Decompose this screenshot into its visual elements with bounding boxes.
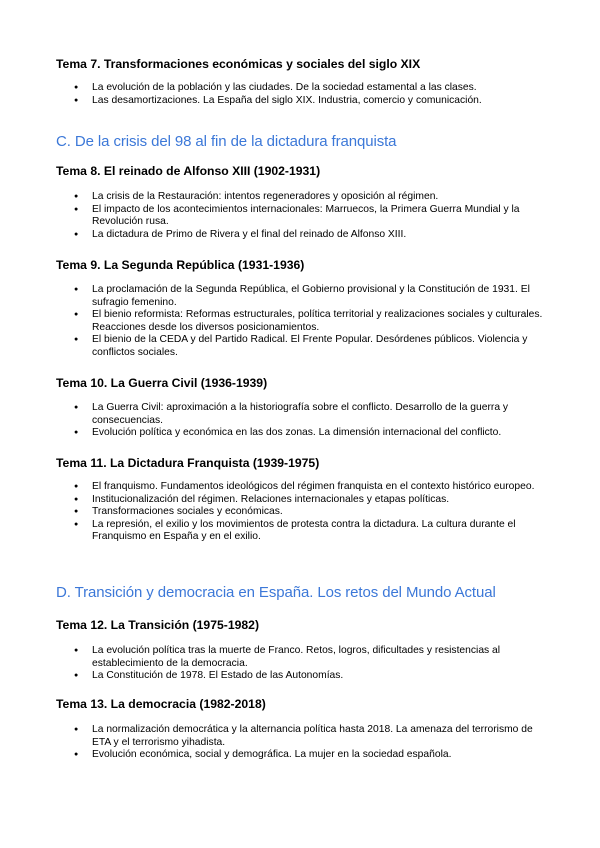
tema-10-list xyxy=(74,402,546,440)
list-item: ● La proclamación de la Segunda República, el Gobierno provisional y la Constitución de 1931. El sufragio femenino. xyxy=(74,284,546,309)
tema-11-heading: Tema 11. La Dictadura Franquista (1939-1975) xyxy=(56,456,320,470)
section-c-title: C. De la crisis del 98 al fin de la dictadura franquista xyxy=(56,133,397,150)
tema-7-list xyxy=(74,82,546,107)
list-item: ● El impacto de los acontecimientos internacionales: Marruecos, la Primera Guerra Mundial y la Revolución rusa. xyxy=(74,204,546,229)
list-item: ● La represión, el exilio y los movimientos de protesta contra la dictadura. La cultura durante el Franquismo en España y en el exilio. xyxy=(74,519,546,544)
section-d-title: D. Transición y democracia en España. Los retos del Mundo Actual xyxy=(56,584,496,601)
tema-13-heading: Tema 13. La democracia (1982-2018) xyxy=(56,697,266,711)
tema-9-heading: Tema 9. La Segunda República (1931-1936) xyxy=(56,258,305,272)
list-item: ● Evolución económica, social y demográfica. La mujer en la sociedad española. xyxy=(74,749,546,762)
list-item: ● La Guerra Civil: aproximación a la historiografía sobre el conflicto. Desarrollo de la guerra y consecuencias. xyxy=(74,402,546,427)
list-item: ● La evolución política tras la muerte de Franco. Retos, logros, dificultades y resistencias al establecimiento de la democracia. xyxy=(74,645,546,670)
tema-9-list xyxy=(74,284,546,360)
list-item: ● El franquismo. Fundamentos ideológicos del régimen franquista en el contexto histórico europeo. xyxy=(74,481,546,494)
tema-8-heading: Tema 8. El reinado de Alfonso XIII (1902-1931) xyxy=(56,164,321,178)
tema-13-list xyxy=(74,724,546,762)
list-item: ● La Constitución de 1978. El Estado de las Autonomías. xyxy=(74,670,546,683)
tema-11-list xyxy=(74,481,546,544)
list-item: ● La evolución de la población y las ciudades. De la sociedad estamental a las clases. xyxy=(74,82,546,95)
tema-12-list xyxy=(74,645,546,683)
list-item: ● Institucionalización del régimen. Relaciones internacionales y etapas políticas. xyxy=(74,494,546,507)
list-item: ● El bienio reformista: Reformas estructurales, política territorial y realizaciones sociales y culturales. Reacciones desde los diversos posicionamientos. xyxy=(74,309,546,334)
tema-12-heading: Tema 12. La Transición (1975-1982) xyxy=(56,618,259,632)
list-item: ● Las desamortizaciones. La España del siglo XIX. Industria, comercio y comunicación. xyxy=(74,95,546,108)
list-item: ● Evolución política y económica en las dos zonas. La dimensión internacional del conflicto. xyxy=(74,427,546,440)
list-item: ● La normalización democrática y la alternancia política hasta 2018. La amenaza del terrorismo de ETA y el terrorismo yihadista. xyxy=(74,724,546,749)
list-item: ● La dictadura de Primo de Rivera y el final del reinado de Alfonso XIII. xyxy=(74,229,546,242)
list-item: ● Transformaciones sociales y económicas. xyxy=(74,506,546,519)
list-item: ● El bienio de la CEDA y del Partido Radical. El Frente Popular. Desórdenes públicos. Violencia y conflictos sociales. xyxy=(74,334,546,359)
tema-8-list xyxy=(74,191,546,241)
tema-10-heading: Tema 10. La Guerra Civil (1936-1939) xyxy=(56,376,268,390)
tema-7-heading: Tema 7. Transformaciones económicas y sociales del siglo XIX xyxy=(56,57,421,71)
list-item: ● La crisis de la Restauración: intentos regeneradores y oposición al régimen. xyxy=(74,191,546,204)
